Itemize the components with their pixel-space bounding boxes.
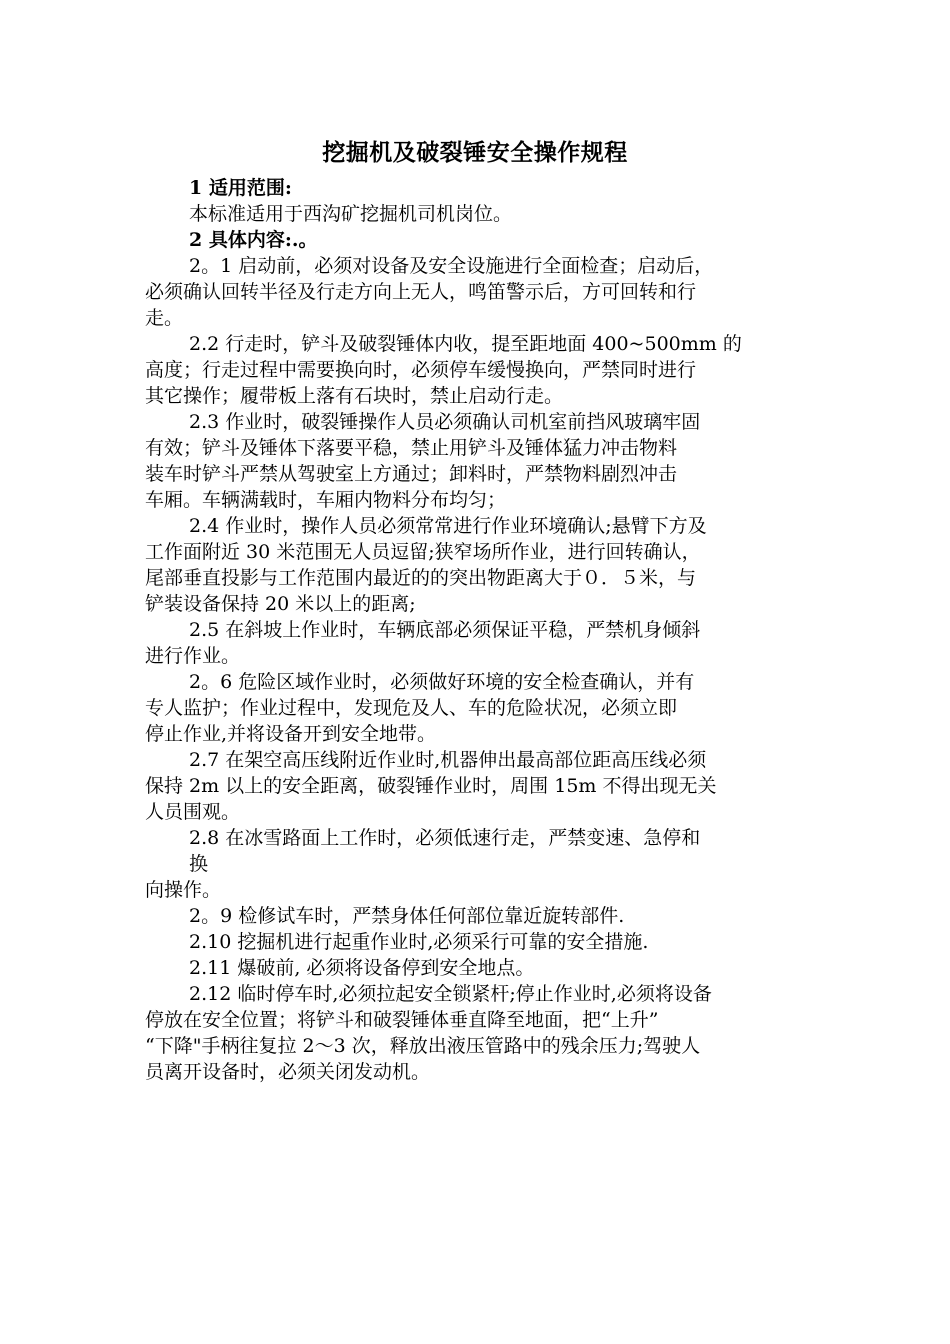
text-line: 2.11 爆破前, 必须将设备停到安全地点。 (189, 957, 535, 979)
text-line: 专人监护；作业过程中，发现危及人、车的危险状况，必须立即 (145, 697, 678, 719)
text-line: 其它操作；履带板上落有石块时，禁止启动行走。 (145, 385, 564, 407)
text-line: 走。 (145, 307, 184, 329)
text-line: 车厢。车辆满载时，车厢内物料分布均匀； (145, 489, 507, 511)
text-line: 人员围观。 (145, 801, 241, 823)
text-line: 2.5 在斜坡上作业时，车辆底部必须保证平稳，严禁机身倾斜 (189, 619, 701, 641)
section-heading: 2 具体内容:.。 (189, 229, 318, 251)
text-line: 保持 2m 以上的安全距离，破裂锤作业时，周围 15m 不得出现无关 (145, 775, 717, 797)
text-line: 本标准适用于西沟矿挖掘机司机岗位。 (189, 203, 513, 225)
text-line: 换 (189, 853, 209, 875)
text-line: 工作面附近 30 米范围无人员逗留;狭窄场所作业，进行回转确认， (145, 541, 701, 563)
document-title: 挖掘机及破裂锤安全操作规程 (322, 139, 628, 166)
text-line: 停放在安全位置；将铲斗和破裂锤体垂直降至地面，把“上升” (145, 1009, 659, 1031)
text-line: 有效；铲斗及锤体下落要平稳，禁止用铲斗及锤体猛力冲击物料 (145, 437, 678, 459)
text-line: 2.12 临时停车时,必须拉起安全锁紧杆;停止作业时,必须将设备 (189, 983, 712, 1005)
text-line: 必须确认回转半径及行走方向上无人，鸣笛警示后，方可回转和行 (145, 281, 697, 303)
document-body (145, 175, 805, 1085)
text-line: 2。9 检修试车时，严禁身体任何部位靠近旋转部件. (189, 905, 625, 927)
section-heading: 1 适用范围: (189, 177, 292, 199)
text-line: 尾部垂直投影与工作范围内最近的的突出物距离大于０．５米，与 (145, 567, 697, 589)
text-line: 2.2 行走时，铲斗及破裂锤体内收，提至距地面 400~500mm 的 (189, 333, 742, 355)
text-line: 2.3 作业时，破裂锤操作人员必须确认司机室前挡风玻璃牢固 (189, 411, 701, 433)
text-line: 2.7 在架空高压线附近作业时,机器伸出最高部位距高压线必须 (189, 749, 707, 771)
text-line: 2。6 危险区域作业时，必须做好环境的安全检查确认，并有 (189, 671, 695, 693)
text-line: 向操作。 (145, 879, 222, 901)
text-line: 进行作业。 (145, 645, 241, 667)
text-line: 高度；行走过程中需要换向时，必须停车缓慢换向，严禁同时进行 (145, 359, 697, 381)
text-line: 2.4 作业时，操作人员必须常常进行作业环境确认;悬臂下方及 (189, 515, 707, 537)
text-line: 2.8 在冰雪路面上工作时，必须低速行走，严禁变速、急停和 (189, 827, 701, 849)
text-line: 2.10 挖掘机进行起重作业时,必须采行可靠的安全措施. (189, 931, 649, 953)
text-line: 员离开设备时，必须关闭发动机。 (145, 1061, 431, 1083)
text-line: 铲装设备保持 20 米以上的距离; (145, 593, 416, 615)
text-line: 装车时铲斗严禁从驾驶室上方通过；卸料时，严禁物料剧烈冲击 (145, 463, 678, 485)
text-line: 2。1 启动前，必须对设备及安全设施进行全面检查；启动后， (189, 255, 714, 277)
text-line: “下降"手柄往复拉 2～3 次，释放出液压管路中的残余压力;驾驶人 (145, 1035, 701, 1057)
text-line: 停止作业,并将设备开到安全地带。 (145, 723, 437, 745)
